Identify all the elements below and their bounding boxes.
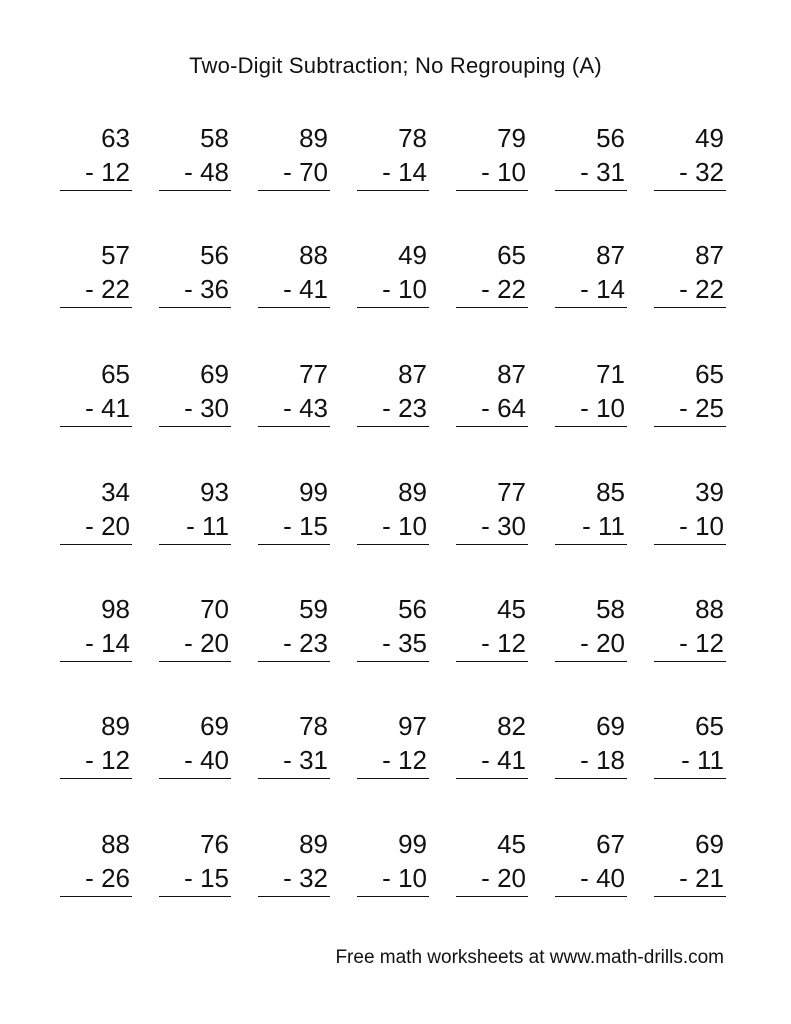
minus-sign: -	[184, 745, 193, 775]
minuend: 65	[695, 359, 724, 389]
minus-sign: -	[85, 628, 94, 658]
subtrahend	[382, 745, 427, 775]
answer-line	[357, 778, 429, 779]
subtraction-problem	[258, 477, 330, 555]
subtrahend	[85, 157, 130, 187]
minus-sign: -	[582, 511, 591, 541]
subtraction-problem	[654, 359, 726, 437]
minuend: 93	[200, 477, 229, 507]
subtraction-problem	[456, 829, 528, 907]
subtrahend-value: 30	[200, 393, 229, 423]
subtrahend-value: 35	[398, 628, 427, 658]
minuend: 87	[695, 240, 724, 270]
minuend: 78	[398, 123, 427, 153]
subtrahend-value: 10	[398, 863, 427, 893]
minus-sign: -	[481, 628, 490, 658]
minus-sign: -	[681, 745, 690, 775]
minus-sign: -	[184, 628, 193, 658]
minuend: 45	[497, 829, 526, 859]
subtrahend	[679, 628, 724, 658]
answer-line	[60, 190, 132, 191]
subtrahend	[481, 745, 526, 775]
subtrahend	[382, 393, 427, 423]
minus-sign: -	[382, 863, 391, 893]
answer-line	[159, 544, 231, 545]
minuend: 99	[299, 477, 328, 507]
minuend: 70	[200, 594, 229, 624]
subtrahend-value: 31	[596, 157, 625, 187]
answer-line	[357, 426, 429, 427]
minus-sign: -	[679, 274, 688, 304]
subtrahend	[283, 863, 328, 893]
subtraction-problem	[555, 123, 627, 201]
answer-line	[159, 896, 231, 897]
minus-sign: -	[283, 157, 292, 187]
subtrahend	[481, 863, 526, 893]
answer-line	[654, 896, 726, 897]
answer-line	[60, 896, 132, 897]
subtrahend-value: 22	[695, 274, 724, 304]
answer-line	[456, 190, 528, 191]
subtrahend-value: 32	[695, 157, 724, 187]
answer-line	[555, 896, 627, 897]
subtraction-problem	[555, 829, 627, 907]
subtrahend-value: 10	[398, 274, 427, 304]
subtraction-problem	[555, 359, 627, 437]
subtrahend-value: 11	[202, 511, 229, 541]
subtrahend-value: 10	[695, 511, 724, 541]
subtrahend-value: 48	[200, 157, 229, 187]
subtraction-problem	[654, 477, 726, 555]
minus-sign: -	[85, 863, 94, 893]
subtraction-problem	[654, 123, 726, 201]
subtraction-problem	[159, 477, 231, 555]
minuend: 87	[596, 240, 625, 270]
minus-sign: -	[382, 274, 391, 304]
answer-line	[654, 307, 726, 308]
minus-sign: -	[679, 628, 688, 658]
subtrahend	[382, 511, 427, 541]
subtraction-problem	[357, 477, 429, 555]
answer-line	[555, 426, 627, 427]
subtraction-problem	[159, 711, 231, 789]
minuend: 79	[497, 123, 526, 153]
subtrahend-value: 15	[299, 511, 328, 541]
subtrahend	[283, 628, 328, 658]
subtrahend-value: 14	[101, 628, 130, 658]
subtrahend	[582, 511, 625, 541]
subtrahend	[580, 745, 625, 775]
subtraction-problem	[357, 711, 429, 789]
subtrahend-value: 11	[598, 511, 625, 541]
minus-sign: -	[283, 745, 292, 775]
subtraction-problem	[357, 240, 429, 318]
answer-line	[159, 190, 231, 191]
subtrahend-value: 41	[101, 393, 130, 423]
minus-sign: -	[382, 157, 391, 187]
subtraction-problem	[258, 711, 330, 789]
answer-line	[456, 896, 528, 897]
subtrahend-value: 23	[398, 393, 427, 423]
answer-line	[357, 896, 429, 897]
minus-sign: -	[283, 274, 292, 304]
minuend: 56	[200, 240, 229, 270]
answer-line	[60, 544, 132, 545]
answer-line	[60, 661, 132, 662]
subtrahend-value: 10	[497, 157, 526, 187]
minuend: 57	[101, 240, 130, 270]
minus-sign: -	[283, 393, 292, 423]
minuend: 69	[200, 359, 229, 389]
answer-line	[654, 661, 726, 662]
minuend: 99	[398, 829, 427, 859]
footer-credit: Free math worksheets at www.math-drills.com	[335, 947, 724, 968]
answer-line	[456, 426, 528, 427]
minuend: 77	[299, 359, 328, 389]
answer-line	[555, 190, 627, 191]
answer-line	[357, 544, 429, 545]
minus-sign: -	[580, 863, 589, 893]
answer-line	[159, 307, 231, 308]
subtrahend	[283, 745, 328, 775]
minuend: 78	[299, 711, 328, 741]
subtrahend	[184, 863, 229, 893]
subtraction-problem	[654, 594, 726, 672]
subtrahend-value: 12	[695, 628, 724, 658]
minuend: 56	[596, 123, 625, 153]
subtrahend-value: 43	[299, 393, 328, 423]
subtrahend	[85, 274, 130, 304]
minus-sign: -	[184, 393, 193, 423]
subtraction-problem	[654, 829, 726, 907]
minuend: 89	[299, 829, 328, 859]
minuend: 69	[695, 829, 724, 859]
answer-line	[555, 778, 627, 779]
minus-sign: -	[184, 157, 193, 187]
subtrahend-value: 36	[200, 274, 229, 304]
subtrahend-value: 22	[101, 274, 130, 304]
minus-sign: -	[85, 274, 94, 304]
subtrahend	[184, 393, 229, 423]
subtrahend	[580, 863, 625, 893]
subtrahend-value: 12	[101, 745, 130, 775]
subtrahend-value: 14	[596, 274, 625, 304]
subtrahend-value: 10	[596, 393, 625, 423]
minuend: 88	[695, 594, 724, 624]
subtrahend-value: 20	[101, 511, 130, 541]
subtrahend-value: 12	[101, 157, 130, 187]
minus-sign: -	[186, 511, 195, 541]
subtrahend-value: 23	[299, 628, 328, 658]
answer-line	[159, 778, 231, 779]
subtraction-problem	[456, 123, 528, 201]
answer-line	[159, 426, 231, 427]
minuend: 63	[101, 123, 130, 153]
answer-line	[456, 307, 528, 308]
subtraction-problem	[159, 359, 231, 437]
answer-line	[258, 544, 330, 545]
minuend: 65	[497, 240, 526, 270]
minuend: 49	[398, 240, 427, 270]
subtrahend	[481, 274, 526, 304]
subtrahend-value: 10	[398, 511, 427, 541]
minus-sign: -	[679, 393, 688, 423]
minus-sign: -	[679, 157, 688, 187]
subtrahend-value: 22	[497, 274, 526, 304]
minus-sign: -	[679, 863, 688, 893]
answer-line	[60, 426, 132, 427]
subtrahend	[481, 157, 526, 187]
subtraction-problem	[258, 240, 330, 318]
minuend: 39	[695, 477, 724, 507]
minuend: 82	[497, 711, 526, 741]
subtraction-problem	[159, 240, 231, 318]
minuend: 71	[596, 359, 625, 389]
minus-sign: -	[382, 628, 391, 658]
subtraction-problem	[60, 123, 132, 201]
subtraction-problem	[555, 240, 627, 318]
answer-line	[654, 190, 726, 191]
subtrahend	[382, 274, 427, 304]
subtrahend	[85, 745, 130, 775]
answer-line	[654, 778, 726, 779]
subtrahend-value: 21	[695, 863, 724, 893]
subtrahend-value: 30	[497, 511, 526, 541]
minuend: 56	[398, 594, 427, 624]
subtraction-problem	[555, 711, 627, 789]
subtraction-problem	[159, 829, 231, 907]
minus-sign: -	[481, 274, 490, 304]
subtraction-problem	[357, 829, 429, 907]
subtrahend-value: 18	[596, 745, 625, 775]
subtrahend	[679, 274, 724, 304]
minus-sign: -	[481, 863, 490, 893]
minuend: 76	[200, 829, 229, 859]
subtrahend	[283, 274, 328, 304]
minuend: 69	[200, 711, 229, 741]
subtraction-problem	[456, 477, 528, 555]
subtrahend	[679, 393, 724, 423]
subtraction-problem	[357, 594, 429, 672]
page-title: Two-Digit Subtraction; No Regrouping (A)	[189, 53, 602, 78]
minus-sign: -	[382, 511, 391, 541]
minus-sign: -	[283, 863, 292, 893]
answer-line	[258, 190, 330, 191]
minuend: 85	[596, 477, 625, 507]
minus-sign: -	[481, 157, 490, 187]
minuend: 89	[101, 711, 130, 741]
answer-line	[258, 426, 330, 427]
subtrahend-value: 25	[695, 393, 724, 423]
subtraction-problem	[456, 711, 528, 789]
subtraction-problem	[60, 477, 132, 555]
minus-sign: -	[580, 745, 589, 775]
subtrahend-value: 31	[299, 745, 328, 775]
subtraction-problem	[357, 359, 429, 437]
subtrahend	[184, 157, 229, 187]
subtraction-problem	[60, 829, 132, 907]
subtrahend-value: 12	[497, 628, 526, 658]
subtraction-problem	[258, 829, 330, 907]
subtrahend	[679, 863, 724, 893]
answer-line	[258, 778, 330, 779]
subtrahend	[186, 511, 229, 541]
subtrahend	[283, 511, 328, 541]
answer-line	[159, 661, 231, 662]
answer-line	[555, 544, 627, 545]
minuend: 89	[299, 123, 328, 153]
subtraction-problem	[60, 711, 132, 789]
minuend: 97	[398, 711, 427, 741]
minuend: 88	[101, 829, 130, 859]
minuend: 87	[398, 359, 427, 389]
subtrahend-value: 70	[299, 157, 328, 187]
subtrahend-value: 40	[596, 863, 625, 893]
minus-sign: -	[283, 511, 292, 541]
subtrahend	[85, 628, 130, 658]
subtraction-problem	[555, 477, 627, 555]
subtrahend	[681, 745, 724, 775]
answer-line	[258, 307, 330, 308]
answer-line	[456, 661, 528, 662]
subtrahend	[184, 628, 229, 658]
minus-sign: -	[481, 511, 490, 541]
minus-sign: -	[85, 745, 94, 775]
minus-sign: -	[580, 628, 589, 658]
subtrahend-value: 20	[596, 628, 625, 658]
minuend: 88	[299, 240, 328, 270]
subtrahend	[580, 157, 625, 187]
subtraction-problem	[159, 594, 231, 672]
minuend: 89	[398, 477, 427, 507]
subtraction-problem	[60, 240, 132, 318]
minuend: 65	[101, 359, 130, 389]
subtraction-problem	[258, 594, 330, 672]
subtraction-problem	[60, 359, 132, 437]
subtrahend	[580, 393, 625, 423]
minus-sign: -	[580, 157, 589, 187]
answer-line	[357, 190, 429, 191]
subtrahend	[184, 745, 229, 775]
subtrahend	[85, 511, 130, 541]
subtraction-problem	[258, 123, 330, 201]
subtrahend	[85, 393, 130, 423]
minuend: 58	[200, 123, 229, 153]
subtraction-problem	[159, 123, 231, 201]
minuend: 65	[695, 711, 724, 741]
answer-line	[654, 426, 726, 427]
subtrahend-value: 41	[497, 745, 526, 775]
minuend: 87	[497, 359, 526, 389]
minuend: 34	[101, 477, 130, 507]
minus-sign: -	[481, 393, 490, 423]
answer-line	[60, 778, 132, 779]
minus-sign: -	[580, 393, 589, 423]
subtrahend	[679, 511, 724, 541]
minuend: 49	[695, 123, 724, 153]
subtrahend-value: 11	[697, 745, 724, 775]
answer-line	[357, 661, 429, 662]
subtrahend-value: 15	[200, 863, 229, 893]
minuend: 67	[596, 829, 625, 859]
subtrahend	[283, 393, 328, 423]
subtraction-problem	[456, 594, 528, 672]
minuend: 77	[497, 477, 526, 507]
answer-line	[60, 307, 132, 308]
subtrahend-value: 64	[497, 393, 526, 423]
minus-sign: -	[679, 511, 688, 541]
subtrahend	[481, 628, 526, 658]
subtrahend-value: 20	[497, 863, 526, 893]
subtraction-problem	[654, 711, 726, 789]
subtrahend	[580, 628, 625, 658]
minuend: 59	[299, 594, 328, 624]
minuend: 69	[596, 711, 625, 741]
minus-sign: -	[184, 274, 193, 304]
minus-sign: -	[382, 745, 391, 775]
minus-sign: -	[184, 863, 193, 893]
subtrahend-value: 12	[398, 745, 427, 775]
subtraction-problem	[357, 123, 429, 201]
subtrahend	[283, 157, 328, 187]
subtrahend-value: 40	[200, 745, 229, 775]
subtraction-problem	[60, 594, 132, 672]
subtrahend	[184, 274, 229, 304]
subtrahend	[580, 274, 625, 304]
subtraction-problem	[258, 359, 330, 437]
subtraction-problem	[555, 594, 627, 672]
subtraction-problem	[456, 240, 528, 318]
subtrahend	[382, 628, 427, 658]
subtrahend	[382, 863, 427, 893]
answer-line	[456, 778, 528, 779]
subtrahend-value: 14	[398, 157, 427, 187]
answer-line	[258, 896, 330, 897]
subtrahend	[481, 393, 526, 423]
answer-line	[555, 307, 627, 308]
answer-line	[654, 544, 726, 545]
subtraction-problem	[654, 240, 726, 318]
minus-sign: -	[481, 745, 490, 775]
minus-sign: -	[283, 628, 292, 658]
subtrahend-value: 41	[299, 274, 328, 304]
minus-sign: -	[85, 157, 94, 187]
answer-line	[258, 661, 330, 662]
subtraction-problem	[456, 359, 528, 437]
subtrahend-value: 26	[101, 863, 130, 893]
answer-line	[555, 661, 627, 662]
minus-sign: -	[85, 393, 94, 423]
answer-line	[357, 307, 429, 308]
answer-line	[456, 544, 528, 545]
subtrahend	[679, 157, 724, 187]
minuend: 58	[596, 594, 625, 624]
subtrahend	[382, 157, 427, 187]
minuend: 98	[101, 594, 130, 624]
subtrahend-value: 20	[200, 628, 229, 658]
minus-sign: -	[580, 274, 589, 304]
subtrahend	[85, 863, 130, 893]
minus-sign: -	[85, 511, 94, 541]
minuend: 45	[497, 594, 526, 624]
subtrahend-value: 32	[299, 863, 328, 893]
minus-sign: -	[382, 393, 391, 423]
subtrahend	[481, 511, 526, 541]
